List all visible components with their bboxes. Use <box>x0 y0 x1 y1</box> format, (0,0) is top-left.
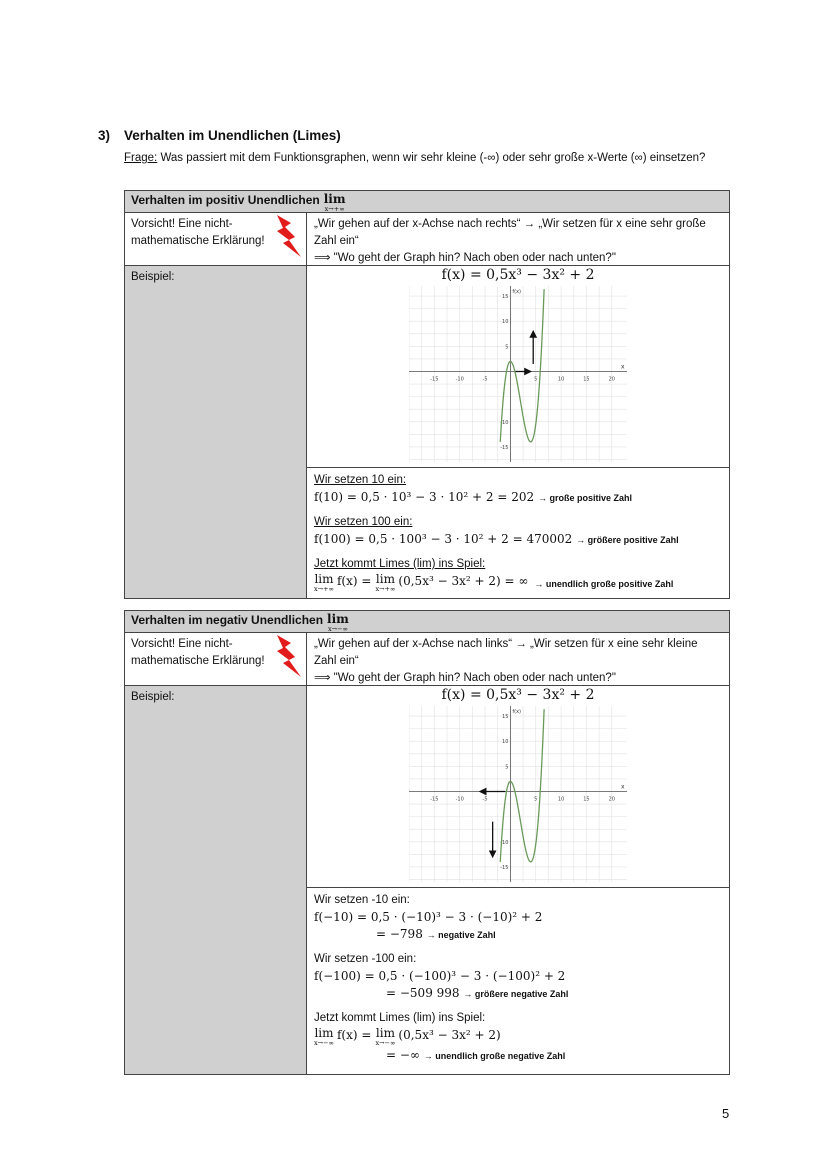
calc-2-result <box>314 985 722 1003</box>
x-tick-label: 10 <box>557 376 565 383</box>
positive-example-row <box>125 265 729 598</box>
x-tick-label: -5 <box>482 376 488 383</box>
positive-function-graph <box>409 286 627 462</box>
lim-sub: x→+∞ <box>375 585 396 593</box>
lim-word: lim <box>323 192 346 206</box>
negative-header-lim <box>327 613 349 633</box>
negative-header-text: Verhalten im negativ Unendlichen <box>131 613 324 627</box>
calc-block-2 <box>314 514 722 549</box>
calc-1-subtitle: Wir setzen -10 ein: <box>314 894 410 906</box>
calc-3-note: → unendlich große negative Zahl <box>423 1050 566 1061</box>
negative-example-label-cell <box>125 686 307 1074</box>
example-label: Beispiel: <box>131 691 175 703</box>
positive-explanation-cell <box>307 213 729 265</box>
negative-warning-cell <box>125 633 307 685</box>
x-tick-label: 5 <box>534 796 538 803</box>
calc-2-subtitle: Wir setzen -100 ein: <box>314 953 417 965</box>
question-label: Frage: <box>124 152 158 164</box>
lim-sub: x→+∞ <box>324 205 345 213</box>
calc-1-eq-text: f(10) = 0,5 · 10³ − 3 · 10² + 2 = 202 <box>314 490 535 504</box>
lim-right: (0,5x³ − 3x² + 2) <box>398 1028 501 1042</box>
lim-sub: x→+∞ <box>314 585 334 593</box>
positive-table-header <box>125 191 729 212</box>
explanation-line-2: ⟹ "Wo geht der Graph hin? Nach oben oder nach unten?" <box>314 672 616 684</box>
positive-example-cell <box>307 266 729 598</box>
explanation-line-1: „Wir gehen auf der x-Achse nach links“ → „Wir setzen für x eine sehr kleine Zahl ein“ <box>314 638 698 667</box>
example-label: Beispiel: <box>131 271 175 283</box>
calc-2-res-text: = −509 998 <box>386 986 460 1000</box>
lim-sub: x→−∞ <box>327 625 348 633</box>
section-title: Verhalten im Unendlichen (Limes) <box>124 128 341 143</box>
calc-2-note: → größere positive Zahl <box>576 535 679 545</box>
lightning-bolt-icon <box>273 213 303 261</box>
calc-block-1 <box>314 892 722 944</box>
calc-3-note: → unendlich große positive Zahl <box>534 579 674 589</box>
y-tick-label: 10 <box>502 319 509 326</box>
negative-calculations <box>314 888 722 1065</box>
lim-operator-2 <box>375 573 395 593</box>
negative-warning-row <box>125 632 729 685</box>
calc-2-equation <box>314 531 722 549</box>
calc-1-subtitle: Wir setzen 10 ein: <box>314 474 407 486</box>
y-tick-label: -10 <box>500 839 509 846</box>
calc-block-3 <box>314 1010 722 1065</box>
negative-table-header <box>125 611 729 632</box>
x-axis-label: x <box>621 783 625 791</box>
warning-label: Vorsicht! Eine nicht-mathematische Erklärung! <box>131 638 265 667</box>
lim-res-text: = −∞ <box>386 1047 420 1062</box>
lim-left: f(x) = <box>336 1028 372 1042</box>
calc-2-eq-text: f(100) = 0,5 · 100³ − 3 · 10² + 2 = 470002 <box>314 532 573 546</box>
lim-word: lim <box>327 612 349 626</box>
calc-3-result <box>314 1047 722 1065</box>
lightning-bolt-icon <box>273 633 303 681</box>
x-tick-label: 20 <box>608 376 615 383</box>
lim-left: f(x) = <box>336 574 372 588</box>
y-tick-label: 15 <box>502 294 509 301</box>
y-tick-label: 5 <box>505 344 509 351</box>
calc-2-equation: f(−100) = 0,5 · (−100)³ − 3 · (−100)² + 2 <box>314 969 566 983</box>
calc-1-equation <box>314 489 722 507</box>
negative-example-row <box>125 685 729 1074</box>
calc-1-res-text: = −798 <box>376 927 423 941</box>
y-tick-label: 10 <box>502 739 509 746</box>
negative-explanation-cell <box>307 633 729 685</box>
x-tick-label: -5 <box>482 796 488 803</box>
negative-infinity-table <box>124 610 730 1075</box>
calc-1-equation: f(−10) = 0,5 · (−10)³ − 3 · (−10)² + 2 <box>314 910 543 924</box>
calc-1-note: → große positive Zahl <box>537 493 632 503</box>
plot-background <box>409 286 627 462</box>
positive-graph-area <box>307 266 729 468</box>
lim-operator-2 <box>375 1027 395 1047</box>
lim-word: lim <box>375 1026 395 1040</box>
calc-2-subtitle: Wir setzen 100 ein: <box>314 516 413 528</box>
calc-3-subtitle: Jetzt kommt Limes (lim) ins Spiel: <box>314 1012 486 1024</box>
calc-3-subtitle: Jetzt kommt Limes (lim) ins Spiel: <box>314 558 486 570</box>
y-tick-label: -15 <box>500 864 509 871</box>
negative-example-cell <box>307 686 729 1074</box>
page-number: 5 <box>722 1106 730 1121</box>
lim-expression <box>314 573 722 593</box>
positive-header-lim <box>324 193 346 213</box>
x-tick-label: 10 <box>557 796 565 803</box>
section-number: 3) <box>98 128 111 143</box>
function-title: f(x) = 0,5x³ − 3x² + 2 <box>441 687 595 703</box>
section-heading <box>98 128 341 143</box>
lim-word: lim <box>314 572 334 586</box>
positive-warning-cell <box>125 213 307 265</box>
lim-sub: x→−∞ <box>314 1039 334 1047</box>
question-paragraph <box>124 150 744 166</box>
lim-word: lim <box>375 572 395 586</box>
y-tick-label: 5 <box>505 764 509 771</box>
calc-block-3 <box>314 556 722 593</box>
x-tick-label: -10 <box>455 796 464 803</box>
calc-block-2 <box>314 951 722 1003</box>
lim-word: lim <box>314 1026 334 1040</box>
lim-sub: x→−∞ <box>375 1039 396 1047</box>
y-tick-label: -15 <box>500 444 509 451</box>
calc-block-1 <box>314 472 722 507</box>
explanation-line-2: ⟹ "Wo geht der Graph hin? Nach oben oder nach unten?" <box>314 252 616 264</box>
y-axis-label: f(x) <box>512 709 522 715</box>
x-tick-label: 5 <box>534 376 538 383</box>
x-tick-label: 15 <box>583 376 590 383</box>
lim-right: (0,5x³ − 3x² + 2) = ∞ <box>398 574 529 588</box>
x-tick-label: -10 <box>455 376 464 383</box>
plot-background <box>409 706 627 882</box>
explanation-line-1: „Wir gehen auf der x-Achse nach rechts“ → „Wir setzen für x eine sehr große Zahl ein“ <box>314 218 706 247</box>
calc-1-note: → negative Zahl <box>426 930 496 940</box>
positive-header-text: Verhalten im positiv Unendlichen <box>131 193 320 207</box>
x-axis-label: x <box>621 363 625 371</box>
calc-2-note: → größere negative Zahl <box>463 989 569 999</box>
y-tick-label: 15 <box>502 714 509 721</box>
calc-1-result <box>314 926 722 944</box>
x-tick-label: -15 <box>430 376 439 383</box>
lim-operator-1 <box>314 1027 334 1047</box>
lim-expression <box>314 1027 722 1047</box>
y-axis-label: f(x) <box>512 289 522 295</box>
x-tick-label: -15 <box>430 796 439 803</box>
negative-graph-area <box>307 686 729 888</box>
y-tick-label: -10 <box>500 419 509 426</box>
positive-calculations <box>314 468 722 593</box>
positive-infinity-table <box>124 190 730 599</box>
negative-function-graph <box>409 706 627 882</box>
warning-label: Vorsicht! Eine nicht-mathematische Erklärung! <box>131 218 265 247</box>
positive-warning-row <box>125 212 729 265</box>
x-tick-label: 15 <box>583 796 590 803</box>
positive-example-label-cell <box>125 266 307 598</box>
x-tick-label: 20 <box>608 796 615 803</box>
question-text: Was passiert mit dem Funktionsgraphen, wenn wir sehr kleine (-∞) oder sehr große x-Werte (∞) einsetzen? <box>157 152 706 164</box>
function-title: f(x) = 0,5x³ − 3x² + 2 <box>441 267 595 283</box>
lim-operator-1 <box>314 573 334 593</box>
